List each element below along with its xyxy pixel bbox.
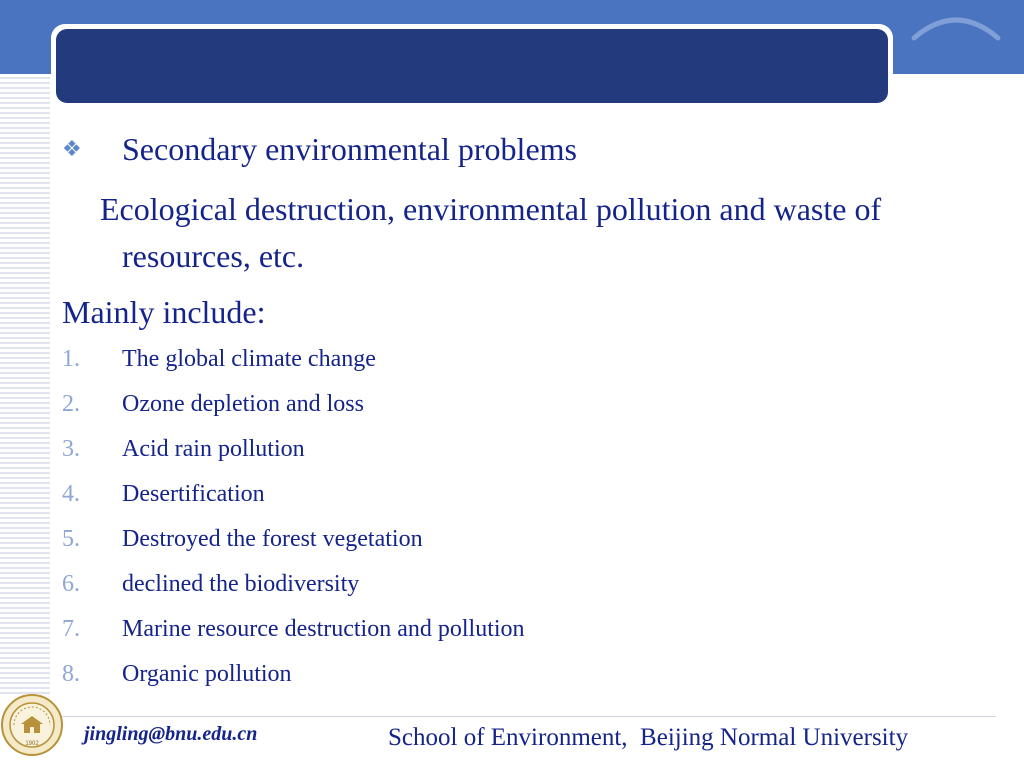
list-item-number: 3.: [62, 436, 80, 462]
list-heading: Mainly include:: [62, 294, 266, 330]
school-name: School of Environment, Beijing Normal University: [388, 724, 909, 751]
list-item-number: 4.: [62, 481, 80, 507]
list-item-number: 8.: [62, 661, 80, 687]
university-seal-logo: [0, 693, 64, 757]
description-paragraph: Ecological destruction, environmental pollution and waste of resources, etc.: [100, 191, 882, 274]
list-item-text: declined the biodiversity: [122, 571, 360, 597]
list-item-text: Desertification: [122, 481, 265, 507]
list-item-number: 5.: [62, 526, 80, 552]
numbered-list: [62, 346, 962, 706]
bullet-heading-text: Secondary environmental problems: [122, 131, 577, 167]
bullet-heading: [62, 131, 577, 168]
list-item-text: Acid rain pollution: [122, 436, 305, 462]
svg-text:1902: 1902: [25, 741, 39, 747]
footer-divider: [60, 716, 996, 717]
list-item: [62, 661, 962, 706]
list-item-text: The global climate change: [122, 346, 376, 372]
list-item: [62, 436, 962, 481]
list-item-text: Organic pollution: [122, 661, 292, 687]
list-item-number: 7.: [62, 616, 80, 642]
list-item: [62, 526, 962, 571]
list-item: [62, 571, 962, 616]
list-item-number: 2.: [62, 391, 80, 417]
list-item-number: 6.: [62, 571, 80, 597]
list-item: [62, 481, 962, 526]
list-item-number: 1.: [62, 346, 80, 372]
list-item-text: Marine resource destruction and pollution: [122, 616, 525, 642]
list-item-text: Ozone depletion and loss: [122, 391, 364, 417]
list-item: [62, 346, 962, 391]
list-item: [62, 391, 962, 436]
contact-email: jingling@bnu.edu.cn: [84, 723, 258, 745]
list-item-text: Destroyed the forest vegetation: [122, 526, 423, 552]
diamond-bullet-icon: ❖: [62, 136, 82, 161]
list-item: [62, 616, 962, 661]
